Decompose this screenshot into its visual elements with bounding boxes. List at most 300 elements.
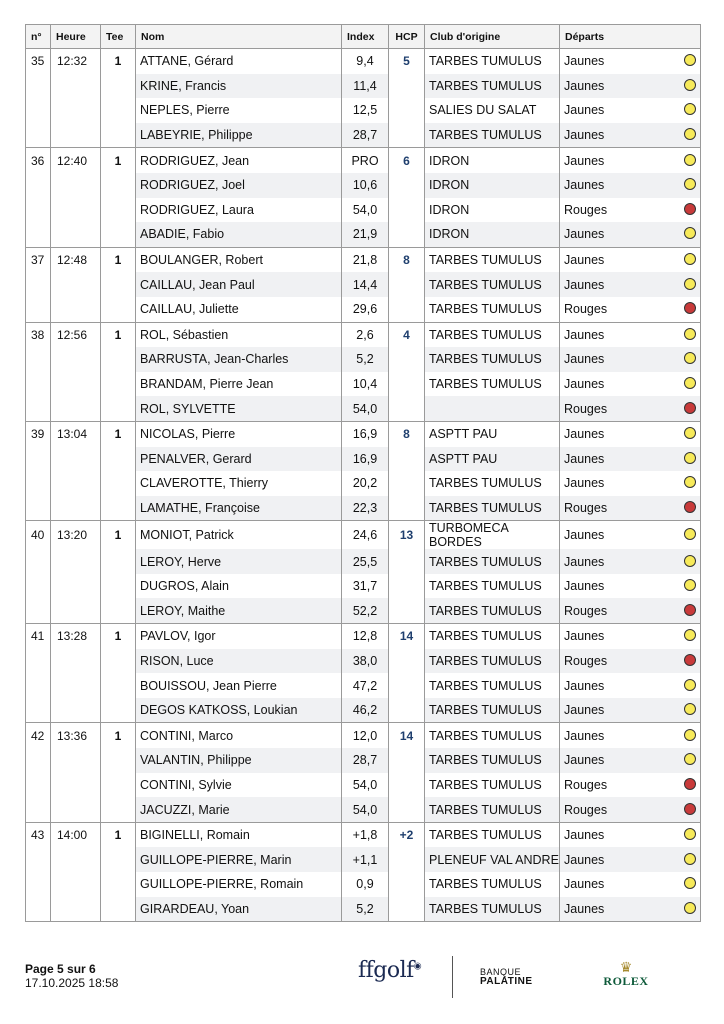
group-number-empty xyxy=(26,549,51,574)
yellow-tee-marker-icon xyxy=(684,427,696,439)
group-number-empty xyxy=(26,598,51,623)
group-tee-empty xyxy=(101,797,136,822)
player-club: TARBES TUMULUS xyxy=(425,773,560,798)
group-hcp-empty xyxy=(389,98,425,123)
player-index: 29,6 xyxy=(342,297,389,322)
group-number-empty xyxy=(26,698,51,723)
group-number-empty xyxy=(26,471,51,496)
group-hcp-empty xyxy=(389,123,425,148)
group-hcp-empty xyxy=(389,598,425,623)
group-hcp: 8 xyxy=(389,421,425,446)
print-datetime: 17.10.2025 18:58 xyxy=(25,976,119,990)
group-number-empty xyxy=(26,98,51,123)
group-hcp: 4 xyxy=(389,322,425,347)
depart-label: Jaunes xyxy=(564,901,605,916)
player-name: RODRIGUEZ, Jean xyxy=(136,148,342,173)
player-index: 28,7 xyxy=(342,123,389,148)
group-number: 41 xyxy=(26,624,51,649)
group-tee-empty xyxy=(101,872,136,897)
ffgolf-wordmark: ffgolf xyxy=(358,958,414,983)
group-hcp-empty xyxy=(389,797,425,822)
yellow-tee-marker-icon xyxy=(684,528,696,540)
group-time-empty xyxy=(51,748,101,773)
depart-label: Jaunes xyxy=(564,253,605,268)
player-depart xyxy=(560,574,701,599)
yellow-tee-marker-icon xyxy=(684,227,696,239)
header-club: Club d'origine xyxy=(425,25,560,49)
group-hcp: 6 xyxy=(389,148,425,173)
depart-label: Rouges xyxy=(564,777,608,792)
depart-label: Jaunes xyxy=(564,352,605,367)
player-club: TARBES TUMULUS xyxy=(425,748,560,773)
player-depart xyxy=(560,98,701,123)
player-index: 5,2 xyxy=(342,897,389,922)
player-depart xyxy=(560,322,701,347)
player-depart xyxy=(560,773,701,798)
group-number-empty xyxy=(26,447,51,472)
depart-label: Jaunes xyxy=(564,528,605,543)
player-index: PRO xyxy=(342,148,389,173)
group-time-empty xyxy=(51,98,101,123)
depart-label: Jaunes xyxy=(564,451,605,466)
group-number-empty xyxy=(26,649,51,674)
table-row xyxy=(26,297,701,322)
player-club: TARBES TUMULUS xyxy=(425,496,560,521)
group-number-empty xyxy=(26,222,51,247)
player-index: 14,4 xyxy=(342,272,389,297)
yellow-tee-marker-icon xyxy=(684,729,696,741)
group-number: 38 xyxy=(26,322,51,347)
player-depart xyxy=(560,822,701,847)
player-name: ABADIE, Fabio xyxy=(136,222,342,247)
table-row xyxy=(26,797,701,822)
player-depart xyxy=(560,673,701,698)
table-row xyxy=(26,673,701,698)
yellow-tee-marker-icon xyxy=(684,555,696,567)
player-depart xyxy=(560,148,701,173)
player-name: PENALVER, Gerard xyxy=(136,447,342,472)
yellow-tee-marker-icon xyxy=(684,278,696,290)
group-time-empty xyxy=(51,574,101,599)
group-number: 40 xyxy=(26,521,51,550)
player-club: IDRON xyxy=(425,148,560,173)
group-hcp-empty xyxy=(389,748,425,773)
group-hcp-empty xyxy=(389,372,425,397)
player-name: KRINE, Francis xyxy=(136,74,342,99)
group-time-empty xyxy=(51,797,101,822)
player-name: ATTANE, Gérard xyxy=(136,49,342,74)
player-name: BARRUSTA, Jean-Charles xyxy=(136,347,342,372)
player-index: 54,0 xyxy=(342,797,389,822)
player-club: TARBES TUMULUS xyxy=(425,649,560,674)
group-tee: 1 xyxy=(101,148,136,173)
player-depart xyxy=(560,521,701,550)
page-footer xyxy=(25,962,118,990)
player-name: MONIOT, Patrick xyxy=(136,521,342,550)
player-name: BRANDAM, Pierre Jean xyxy=(136,372,342,397)
player-index: 38,0 xyxy=(342,649,389,674)
group-number-empty xyxy=(26,847,51,872)
group-time-empty xyxy=(51,372,101,397)
group-hcp: 8 xyxy=(389,247,425,272)
group-number-empty xyxy=(26,173,51,198)
group-hcp-empty xyxy=(389,773,425,798)
player-name: DUGROS, Alain xyxy=(136,574,342,599)
table-row xyxy=(26,598,701,623)
table-row xyxy=(26,347,701,372)
player-club: ASPTT PAU xyxy=(425,421,560,446)
tee-times-table xyxy=(25,24,701,922)
group-time-empty xyxy=(51,847,101,872)
player-name: GUILLOPE-PIERRE, Marin xyxy=(136,847,342,872)
player-depart xyxy=(560,496,701,521)
player-depart xyxy=(560,421,701,446)
player-index: 54,0 xyxy=(342,773,389,798)
group-tee-empty xyxy=(101,649,136,674)
header-time: Heure xyxy=(51,25,101,49)
table-row xyxy=(26,698,701,723)
player-index: 10,6 xyxy=(342,173,389,198)
group-tee-empty xyxy=(101,471,136,496)
player-depart xyxy=(560,549,701,574)
group-number: 43 xyxy=(26,822,51,847)
yellow-tee-marker-icon xyxy=(684,579,696,591)
player-index: 12,5 xyxy=(342,98,389,123)
group-hcp-empty xyxy=(389,297,425,322)
group-tee-empty xyxy=(101,496,136,521)
player-name: LABEYRIE, Philippe xyxy=(136,123,342,148)
group-tee-empty xyxy=(101,297,136,322)
player-depart xyxy=(560,74,701,99)
group-hcp-empty xyxy=(389,872,425,897)
player-depart xyxy=(560,198,701,223)
player-index: 0,9 xyxy=(342,872,389,897)
player-club: TARBES TUMULUS xyxy=(425,272,560,297)
group-tee: 1 xyxy=(101,822,136,847)
depart-label: Jaunes xyxy=(564,54,605,69)
group-number-empty xyxy=(26,347,51,372)
player-index: 16,9 xyxy=(342,421,389,446)
depart-label: Jaunes xyxy=(564,377,605,392)
group-time: 12:56 xyxy=(51,322,101,347)
depart-label: Rouges xyxy=(564,401,608,416)
table-body xyxy=(26,49,701,922)
depart-label: Jaunes xyxy=(564,327,605,342)
player-depart xyxy=(560,222,701,247)
group-hcp-empty xyxy=(389,847,425,872)
group-time: 13:04 xyxy=(51,421,101,446)
group-time-empty xyxy=(51,496,101,521)
player-depart xyxy=(560,897,701,922)
player-club: TARBES TUMULUS xyxy=(425,123,560,148)
group-hcp-empty xyxy=(389,649,425,674)
player-name: CONTINI, Sylvie xyxy=(136,773,342,798)
player-index: 16,9 xyxy=(342,447,389,472)
player-index: 22,3 xyxy=(342,496,389,521)
yellow-tee-marker-icon xyxy=(684,128,696,140)
group-hcp-empty xyxy=(389,198,425,223)
group-time-empty xyxy=(51,396,101,421)
depart-label: Rouges xyxy=(564,653,608,668)
group-time: 13:28 xyxy=(51,624,101,649)
group-tee-empty xyxy=(101,673,136,698)
player-club: TARBES TUMULUS xyxy=(425,872,560,897)
player-name: NEPLES, Pierre xyxy=(136,98,342,123)
player-index: 11,4 xyxy=(342,74,389,99)
start-list-sheet xyxy=(25,24,700,922)
group-number: 35 xyxy=(26,49,51,74)
group-number-empty xyxy=(26,74,51,99)
player-club: TARBES TUMULUS xyxy=(425,673,560,698)
yellow-tee-marker-icon xyxy=(684,703,696,715)
table-row xyxy=(26,396,701,421)
header-num: n° xyxy=(26,25,51,49)
player-name: BOUISSOU, Jean Pierre xyxy=(136,673,342,698)
player-club: TARBES TUMULUS xyxy=(425,598,560,623)
group-number-empty xyxy=(26,198,51,223)
player-name: GUILLOPE-PIERRE, Romain xyxy=(136,872,342,897)
group-time: 13:20 xyxy=(51,521,101,550)
yellow-tee-marker-icon xyxy=(684,103,696,115)
red-tee-marker-icon xyxy=(684,654,696,666)
player-index: 25,5 xyxy=(342,549,389,574)
table-row xyxy=(26,521,701,550)
depart-label: Rouges xyxy=(564,603,608,618)
group-tee: 1 xyxy=(101,723,136,748)
group-time: 13:36 xyxy=(51,723,101,748)
group-hcp-empty xyxy=(389,471,425,496)
depart-label: Jaunes xyxy=(564,579,605,594)
table-row xyxy=(26,574,701,599)
crown-icon: ♛ xyxy=(619,959,633,975)
player-index: 31,7 xyxy=(342,574,389,599)
player-club: TARBES TUMULUS xyxy=(425,49,560,74)
group-time-empty xyxy=(51,698,101,723)
table-header-row xyxy=(26,25,701,49)
player-depart xyxy=(560,123,701,148)
group-number-empty xyxy=(26,673,51,698)
palatine-line: PALATINE xyxy=(480,976,533,987)
table-row xyxy=(26,447,701,472)
player-depart xyxy=(560,471,701,496)
group-tee-empty xyxy=(101,198,136,223)
group-hcp: 13 xyxy=(389,521,425,550)
player-club: PLENEUF VAL ANDRE xyxy=(425,847,560,872)
player-club: ASPTT PAU xyxy=(425,447,560,472)
red-tee-marker-icon xyxy=(684,803,696,815)
group-time: 14:00 xyxy=(51,822,101,847)
group-hcp-empty xyxy=(389,347,425,372)
group-tee-empty xyxy=(101,372,136,397)
group-time-empty xyxy=(51,347,101,372)
table-row xyxy=(26,198,701,223)
player-club: TARBES TUMULUS xyxy=(425,574,560,599)
table-row xyxy=(26,272,701,297)
player-club: TARBES TUMULUS xyxy=(425,698,560,723)
group-hcp-empty xyxy=(389,574,425,599)
group-time: 12:40 xyxy=(51,148,101,173)
yellow-tee-marker-icon xyxy=(684,328,696,340)
player-name: RISON, Luce xyxy=(136,649,342,674)
group-time-empty xyxy=(51,123,101,148)
player-depart xyxy=(560,447,701,472)
red-tee-marker-icon xyxy=(684,203,696,215)
table-row xyxy=(26,222,701,247)
group-tee-empty xyxy=(101,847,136,872)
group-tee-empty xyxy=(101,123,136,148)
group-time-empty xyxy=(51,598,101,623)
yellow-tee-marker-icon xyxy=(684,178,696,190)
group-time-empty xyxy=(51,649,101,674)
group-tee-empty xyxy=(101,272,136,297)
player-index: 21,9 xyxy=(342,222,389,247)
group-number-empty xyxy=(26,748,51,773)
player-index: +1,8 xyxy=(342,822,389,847)
player-depart xyxy=(560,698,701,723)
group-hcp: 14 xyxy=(389,723,425,748)
logo-divider xyxy=(452,956,453,998)
group-number-empty xyxy=(26,496,51,521)
table-row xyxy=(26,723,701,748)
group-time-empty xyxy=(51,471,101,496)
player-depart xyxy=(560,748,701,773)
depart-label: Rouges xyxy=(564,202,608,217)
group-time-empty xyxy=(51,872,101,897)
group-hcp-empty xyxy=(389,396,425,421)
group-number-empty xyxy=(26,872,51,897)
table-row xyxy=(26,49,701,74)
table-row xyxy=(26,872,701,897)
group-time-empty xyxy=(51,773,101,798)
banque-line: BANQUE xyxy=(480,967,522,977)
group-number: 36 xyxy=(26,148,51,173)
player-depart xyxy=(560,624,701,649)
player-name: DEGOS KATKOSS, Loukian xyxy=(136,698,342,723)
yellow-tee-marker-icon xyxy=(684,679,696,691)
group-number-empty xyxy=(26,773,51,798)
player-name: LEROY, Herve xyxy=(136,549,342,574)
player-name: RODRIGUEZ, Laura xyxy=(136,198,342,223)
ffgolf-logo xyxy=(358,958,421,983)
group-hcp-empty xyxy=(389,673,425,698)
group-number-empty xyxy=(26,396,51,421)
player-index: 2,6 xyxy=(342,322,389,347)
group-number-empty xyxy=(26,372,51,397)
player-index: 5,2 xyxy=(342,347,389,372)
depart-label: Jaunes xyxy=(564,828,605,843)
group-tee-empty xyxy=(101,222,136,247)
player-name: BOULANGER, Robert xyxy=(136,247,342,272)
group-number: 39 xyxy=(26,421,51,446)
player-club: TARBES TUMULUS xyxy=(425,624,560,649)
depart-label: Rouges xyxy=(564,802,608,817)
table-row xyxy=(26,247,701,272)
group-tee: 1 xyxy=(101,49,136,74)
player-name: ROL, Sébastien xyxy=(136,322,342,347)
group-time-empty xyxy=(51,897,101,922)
red-tee-marker-icon xyxy=(684,604,696,616)
player-depart xyxy=(560,173,701,198)
group-hcp-empty xyxy=(389,173,425,198)
player-index: 28,7 xyxy=(342,748,389,773)
yellow-tee-marker-icon xyxy=(684,253,696,265)
group-time-empty xyxy=(51,222,101,247)
player-club: IDRON xyxy=(425,222,560,247)
player-club: IDRON xyxy=(425,198,560,223)
player-index: 21,8 xyxy=(342,247,389,272)
player-club: TARBES TUMULUS xyxy=(425,297,560,322)
group-hcp-empty xyxy=(389,549,425,574)
group-hcp-empty xyxy=(389,222,425,247)
player-index: 12,8 xyxy=(342,624,389,649)
group-tee-empty xyxy=(101,173,136,198)
group-number-empty xyxy=(26,272,51,297)
red-tee-marker-icon xyxy=(684,402,696,414)
group-hcp-empty xyxy=(389,272,425,297)
depart-label: Jaunes xyxy=(564,103,605,118)
player-depart xyxy=(560,872,701,897)
table-row xyxy=(26,549,701,574)
yellow-tee-marker-icon xyxy=(684,154,696,166)
red-tee-marker-icon xyxy=(684,501,696,513)
depart-label: Jaunes xyxy=(564,852,605,867)
ffgolf-mark-icon: ◉ xyxy=(413,961,422,972)
player-name: CAILLAU, Jean Paul xyxy=(136,272,342,297)
table-row xyxy=(26,173,701,198)
group-time-empty xyxy=(51,198,101,223)
table-row xyxy=(26,822,701,847)
group-tee-empty xyxy=(101,748,136,773)
player-name: BIGINELLI, Romain xyxy=(136,822,342,847)
table-row xyxy=(26,496,701,521)
depart-label: Jaunes xyxy=(564,128,605,143)
yellow-tee-marker-icon xyxy=(684,629,696,641)
player-club: IDRON xyxy=(425,173,560,198)
group-time-empty xyxy=(51,549,101,574)
player-index: 9,4 xyxy=(342,49,389,74)
depart-label: Jaunes xyxy=(564,476,605,491)
player-depart xyxy=(560,797,701,822)
player-depart xyxy=(560,272,701,297)
group-tee: 1 xyxy=(101,322,136,347)
group-hcp-empty xyxy=(389,897,425,922)
yellow-tee-marker-icon xyxy=(684,877,696,889)
player-club: TARBES TUMULUS xyxy=(425,347,560,372)
yellow-tee-marker-icon xyxy=(684,352,696,364)
yellow-tee-marker-icon xyxy=(684,828,696,840)
player-index: 54,0 xyxy=(342,396,389,421)
player-depart xyxy=(560,297,701,322)
group-tee-empty xyxy=(101,396,136,421)
player-depart xyxy=(560,598,701,623)
player-club xyxy=(425,396,560,421)
group-number: 37 xyxy=(26,247,51,272)
group-number-empty xyxy=(26,123,51,148)
yellow-tee-marker-icon xyxy=(684,452,696,464)
depart-label: Jaunes xyxy=(564,877,605,892)
header-name: Nom xyxy=(136,25,342,49)
depart-label: Jaunes xyxy=(564,703,605,718)
player-depart xyxy=(560,649,701,674)
player-club: TARBES TUMULUS xyxy=(425,897,560,922)
group-tee-empty xyxy=(101,598,136,623)
yellow-tee-marker-icon xyxy=(684,377,696,389)
red-tee-marker-icon xyxy=(684,778,696,790)
player-club: TARBES TUMULUS xyxy=(425,471,560,496)
group-hcp-empty xyxy=(389,74,425,99)
player-club: TARBES TUMULUS xyxy=(425,723,560,748)
player-name: LAMATHE, Françoise xyxy=(136,496,342,521)
